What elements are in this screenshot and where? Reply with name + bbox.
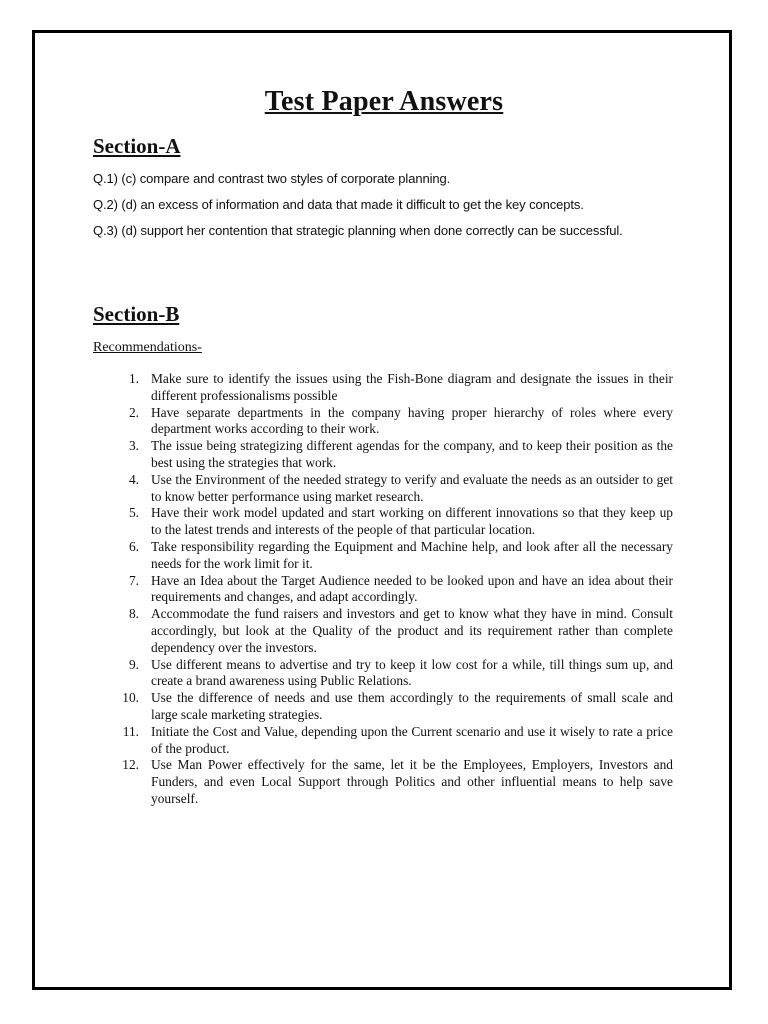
- answer-q2: Q.2) (d) an excess of information and data that made it difficult to get the key concepts.: [93, 197, 584, 212]
- recommendation-text: Use the Environment of the needed strategy to verify and evaluate the needs as an outsider to get to know better performance using market research.: [151, 471, 673, 504]
- recommendation-item: [93, 505, 673, 539]
- recommendation-text: Have separate departments in the company having proper hierarchy of roles where every department works according to their work.: [151, 404, 673, 437]
- recommendation-number: 4.: [128, 471, 139, 487]
- answer-q3: Q.3) (d) support her contention that strategic planning when done correctly can be successful.: [93, 223, 623, 238]
- recommendation-number: 12.: [122, 757, 139, 773]
- answer-q1: Q.1) (c) compare and contrast two styles of corporate planning.: [93, 171, 451, 186]
- recommendation-item: [93, 472, 673, 506]
- recommendation-text: The issue being strategizing different agendas for the company, and to keep their position as the best using the strategies that work.: [151, 438, 673, 470]
- recommendation-number: 1.: [128, 371, 139, 386]
- recommendation-text: Use Man Power effectively for the same, let it be the Employees, Employers, Investors and Funders, and even Local Support through Politics and other influential means to help save yourself.: [151, 757, 673, 806]
- recommendation-item: [93, 657, 673, 691]
- recommendation-text: Take responsibility regarding the Equipment and Machine help, and look after all the necessary needs for the work limit for it.: [151, 538, 673, 571]
- recommendation-item: [93, 757, 673, 807]
- recommendation-number: 6.: [128, 538, 139, 554]
- recommendation-number: 2.: [128, 404, 139, 420]
- recommendation-item: [93, 573, 673, 607]
- recommendation-text: Have their work model updated and start working on different innovations so that they keep up to the latest trends and interests of the people of that particular location.: [151, 505, 673, 538]
- recommendation-number: 5.: [128, 505, 139, 521]
- recommendation-number: 3.: [128, 438, 139, 454]
- recommendation-text: Initiate the Cost and Value, depending upon the Current scenario and use it wisely to rate a price of the product.: [151, 723, 673, 756]
- recommendation-item: [93, 438, 673, 472]
- recommendation-item: [93, 690, 673, 724]
- section-a-heading: Section-A: [93, 134, 181, 158]
- recommendation-item: [93, 724, 673, 758]
- recommendations-label: Recommendations-: [93, 340, 202, 355]
- recommendation-text: Use different means to advertise and try to keep it low cost for a while, till things sum up, and create a brand awareness using Public Relations.: [151, 656, 673, 689]
- recommendation-item: [93, 606, 673, 656]
- recommendation-text: Make sure to identify the issues using the Fish-Bone diagram and designate the issues in their different professionalisms possible: [151, 371, 673, 403]
- recommendation-number: 10.: [122, 690, 139, 706]
- recommendation-text: Use the difference of needs and use them accordingly to the requirements of small scale and large scale marketing strategies.: [151, 690, 673, 722]
- page-title: Test Paper Answers: [264, 86, 504, 117]
- recommendation-item: [93, 539, 673, 573]
- section-b-heading: Section-B: [93, 302, 180, 326]
- recommendation-text: Have an Idea about the Target Audience needed to be looked upon and have an idea about their requirements and changes, and adapt accordingly.: [151, 572, 673, 605]
- recommendation-number: 8.: [128, 606, 139, 622]
- recommendation-item: [93, 405, 673, 439]
- recommendations-list: [93, 371, 673, 808]
- recommendation-text: Accommodate the fund raisers and investors and get to know what they have in mind. Consult accordingly, but look at the Quality of the product and its requirement rather than complete dependency over the investors.: [151, 606, 673, 655]
- recommendation-number: 7.: [128, 572, 139, 588]
- recommendation-number: 11.: [122, 723, 139, 739]
- recommendation-number: 9.: [128, 656, 139, 672]
- recommendation-item: [93, 371, 673, 405]
